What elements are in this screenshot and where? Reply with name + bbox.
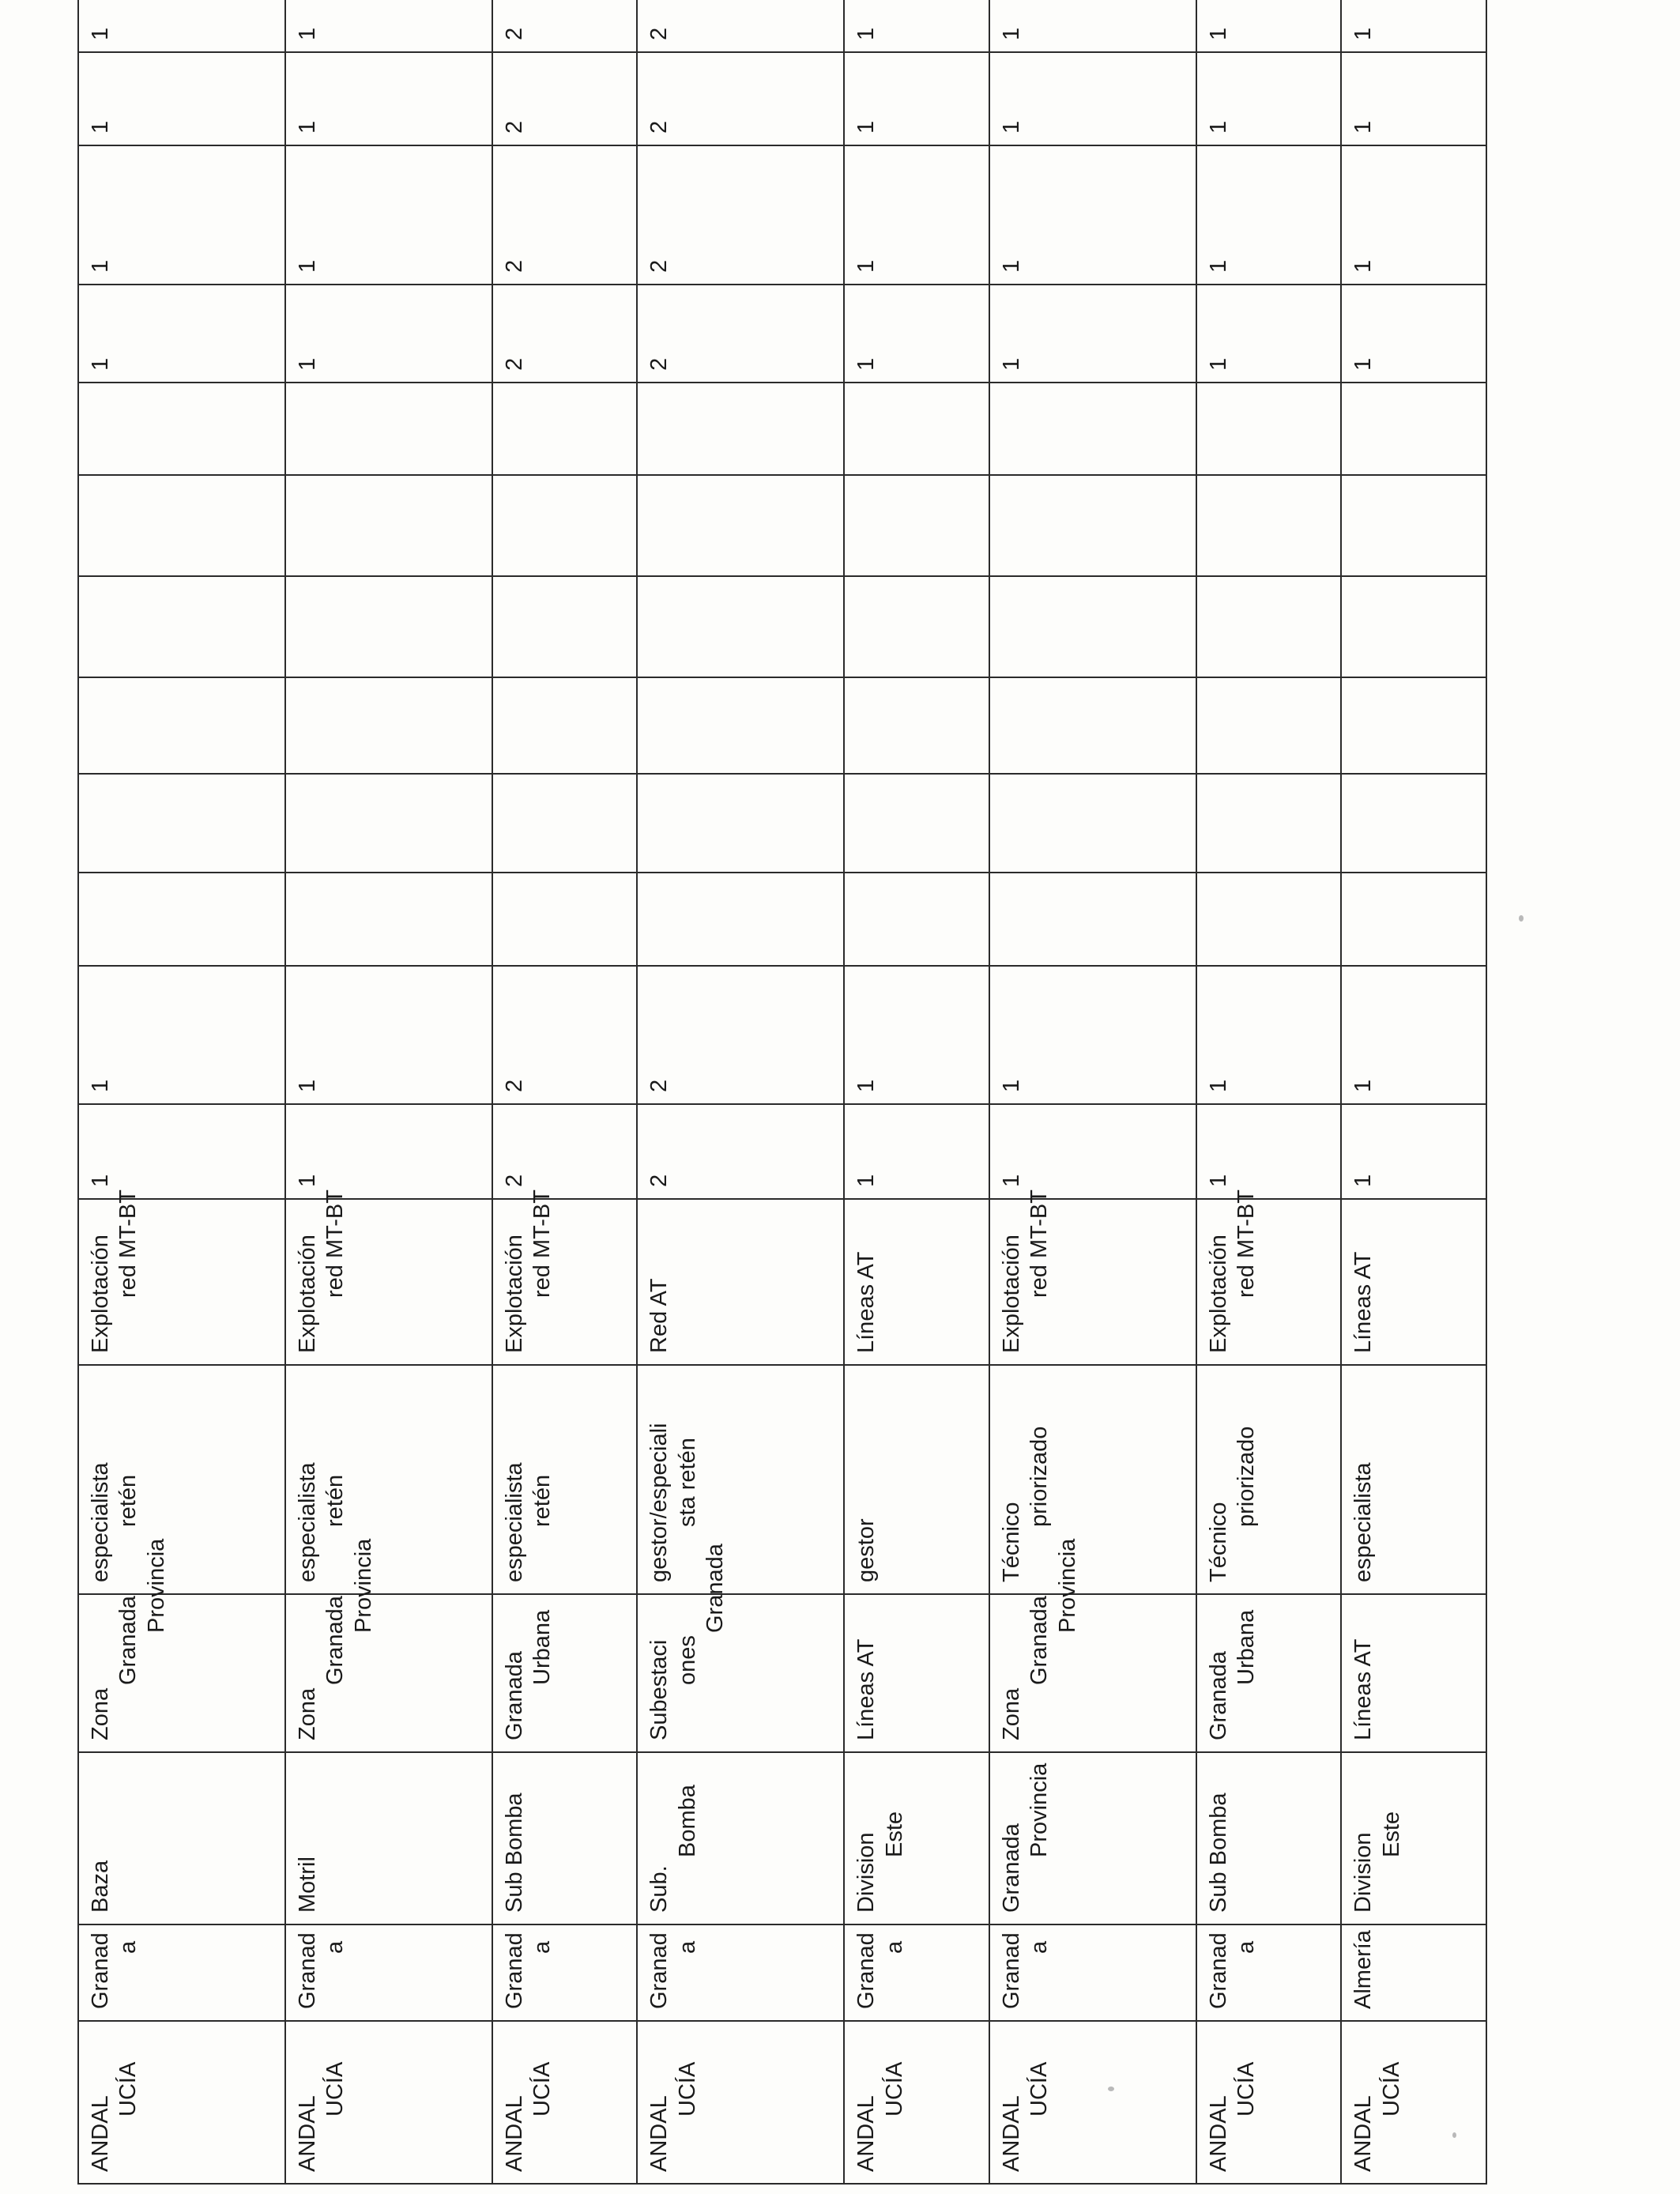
table-cell: [285, 383, 492, 475]
table-cell: [637, 0, 844, 52]
table-cell: [1341, 383, 1486, 475]
cell-text-line: 2: [646, 1174, 672, 1187]
table-cell: [844, 383, 989, 475]
table-cell: [989, 774, 1196, 873]
cell-text-line: 1: [88, 357, 113, 371]
cell-text-line: 1: [1350, 27, 1377, 40]
table-cell: [844, 1924, 989, 2021]
table-cell: [285, 966, 492, 1104]
cell-text-line: red MT-BT: [1234, 1189, 1260, 1298]
table-cell: [844, 1365, 989, 1594]
cell-text-line: 1: [1205, 1174, 1231, 1187]
cell-text-line: Granad: [853, 1932, 880, 2009]
table-cell: [285, 1365, 492, 1594]
table-cell: [78, 677, 285, 774]
cell-text-line: 1: [853, 1079, 880, 1092]
table-cell: [989, 383, 1196, 475]
cell-text-line: Granad: [88, 1932, 113, 2009]
cell-text-line: 1: [88, 1174, 113, 1187]
table-cell: [78, 966, 285, 1104]
cell-text-line: 1: [294, 120, 320, 134]
table-cell: [989, 1924, 1196, 2021]
table-cell: [1341, 145, 1486, 285]
cell-text-line: Granada: [703, 1544, 729, 1633]
cell-text-line: 1: [1205, 27, 1231, 40]
cell-text-line: especialista: [501, 1462, 527, 1582]
cell-text-line: Granad: [1205, 1932, 1231, 2009]
cell-text-line: red MT-BT: [115, 1189, 141, 1298]
table-cell: [637, 1544, 844, 1752]
cell-text-line: 1: [88, 259, 113, 273]
cell-text-line: 1: [998, 120, 1024, 134]
table-cell: [285, 1924, 492, 2021]
table-cell: [989, 0, 1196, 52]
table-cell: [637, 576, 844, 677]
scan-speck: [1108, 2087, 1114, 2091]
cell-text-line: a: [529, 1940, 556, 1954]
table-cell: [1341, 774, 1486, 873]
table-cell: [844, 1199, 989, 1365]
table-cell: [1341, 966, 1486, 1104]
cell-text-line: 2: [501, 27, 527, 40]
cell-text-line: Líneas AT: [1350, 1251, 1377, 1353]
table-cell: [78, 1924, 285, 2021]
table-cell: [492, 1104, 638, 1199]
table-cell: [285, 576, 492, 677]
cell-text-line: ANDAL: [853, 2095, 880, 2172]
cell-text-line: priorizado: [1026, 1426, 1053, 1527]
cell-text-line: 1: [853, 357, 880, 371]
table-cell: [78, 285, 285, 383]
table-cell: [78, 1189, 285, 1365]
cell-text-line: UCÍA: [529, 2061, 556, 2117]
cell-text-line: Explotación: [294, 1235, 320, 1353]
table-cell: [1341, 677, 1486, 774]
table-cell: [285, 1752, 492, 1924]
table-cell: [989, 1752, 1196, 1924]
table-cell: [637, 1104, 844, 1199]
cell-text-line: UCÍA: [881, 2061, 907, 2117]
table-cell: [78, 873, 285, 966]
cell-text-line: Red AT: [646, 1278, 672, 1353]
table-row: [844, 0, 989, 2184]
cell-text-line: 1: [1350, 120, 1377, 134]
cell-text-line: Este: [1378, 1811, 1404, 1857]
table-cell: [637, 677, 844, 774]
table-row: [492, 0, 638, 2184]
table-cell: [492, 677, 638, 774]
cell-text-line: ANDAL: [646, 2095, 672, 2172]
cell-text-line: 2: [501, 120, 527, 134]
staffing-table: [77, 0, 1487, 2185]
table-cell: [78, 52, 285, 145]
table-cell: [492, 2021, 638, 2184]
cell-text-line: Granada: [1026, 1596, 1053, 1685]
table-cell: [989, 873, 1196, 966]
table-cell: [989, 2021, 1196, 2184]
cell-text-line: Líneas AT: [1350, 1638, 1377, 1740]
cell-text-line: gestor/especiali: [646, 1423, 672, 1582]
table-cell: [637, 2021, 844, 2184]
cell-text-line: Líneas AT: [853, 1638, 880, 1740]
cell-text-line: Granad: [646, 1932, 672, 2009]
table-cell: [78, 1538, 285, 1752]
cell-text-line: 1: [1205, 259, 1231, 273]
table-cell: [637, 383, 844, 475]
cell-text-line: Granada: [998, 1823, 1024, 1913]
table-cell: [844, 1594, 989, 1752]
table-cell: [492, 1365, 638, 1594]
cell-text-line: 1: [998, 27, 1024, 40]
table-cell: [844, 576, 989, 677]
table-row: [637, 0, 844, 2184]
table-cell: [637, 1752, 844, 1924]
table-row: [1341, 0, 1486, 2184]
cell-text-line: Urbana: [529, 1609, 556, 1685]
table-cell: [844, 0, 989, 52]
table-cell: [285, 145, 492, 285]
table-cell: [989, 966, 1196, 1104]
cell-text-line: 1: [1205, 1079, 1231, 1092]
cell-text-line: Sub.: [646, 1865, 672, 1913]
cell-text-line: ANDAL: [1205, 2095, 1231, 2172]
table-cell: [285, 52, 492, 145]
cell-text-line: ANDAL: [88, 2095, 113, 2172]
table-cell: [844, 966, 989, 1104]
cell-text-line: 1: [88, 27, 113, 40]
table-cell: [1196, 1752, 1342, 1924]
cell-text-line: Granada: [115, 1596, 141, 1685]
table-cell: [1341, 1594, 1486, 1752]
table-cell: [285, 873, 492, 966]
table-cell: [844, 677, 989, 774]
cell-text-line: ANDAL: [998, 2095, 1024, 2172]
cell-text-line: Explotación: [1205, 1235, 1231, 1353]
table-cell: [1196, 1104, 1342, 1199]
cell-text-line: 1: [294, 27, 320, 40]
cell-text-line: Este: [881, 1811, 907, 1857]
table-cell: [637, 1365, 844, 1594]
cell-text-line: Granad: [294, 1932, 320, 2009]
cell-text-line: a: [1026, 1940, 1053, 1954]
cell-text-line: 2: [646, 27, 672, 40]
cell-text-line: UCÍA: [1234, 2061, 1260, 2117]
table-cell: [1196, 285, 1342, 383]
cell-text-line: 1: [1205, 357, 1231, 371]
cell-text-line: ANDAL: [1350, 2095, 1377, 2172]
cell-text-line: 1: [998, 1079, 1024, 1092]
cell-text-line: Zona: [294, 1687, 320, 1740]
table-cell: [78, 145, 285, 285]
table-cell: [844, 774, 989, 873]
table-cell: [1341, 2021, 1486, 2184]
cell-text-line: Division: [853, 1832, 880, 1913]
table-cell: [492, 1752, 638, 1924]
table-cell: [492, 0, 638, 52]
cell-text-line: Sub Bomba: [1205, 1793, 1231, 1913]
scan-speck: [1519, 915, 1524, 922]
table-cell: [989, 145, 1196, 285]
cell-text-line: Explotación: [998, 1235, 1024, 1353]
table-cell: [492, 383, 638, 475]
table-cell: [1196, 2021, 1342, 2184]
cell-text-line: 1: [294, 259, 320, 273]
table-cell: [1196, 1594, 1342, 1752]
table-cell: [285, 1189, 492, 1365]
cell-text-line: a: [115, 1940, 141, 1954]
table-cell: [637, 966, 844, 1104]
table-cell: [637, 1199, 844, 1365]
table-cell: [989, 285, 1196, 383]
cell-text-line: a: [1234, 1940, 1260, 1954]
table-cell: [1341, 1365, 1486, 1594]
scan-speck: [1452, 2132, 1456, 2138]
cell-text-line: Técnico: [998, 1502, 1024, 1582]
table-cell: [844, 285, 989, 383]
table-cell: [989, 1365, 1196, 1594]
cell-text-line: 2: [501, 259, 527, 273]
table-cell: [1196, 1365, 1342, 1594]
cell-text-line: Granada: [322, 1596, 348, 1685]
table-row: [78, 0, 285, 2184]
cell-text-line: Explotación: [88, 1235, 113, 1353]
cell-text-line: 1: [294, 1079, 320, 1092]
table-cell: [1341, 1104, 1486, 1199]
table-cell: [637, 145, 844, 285]
table-cell: [1196, 475, 1342, 576]
cell-text-line: sta retén: [674, 1438, 700, 1527]
cell-text-line: red MT-BT: [529, 1189, 556, 1298]
table-cell: [492, 52, 638, 145]
table-cell: [285, 774, 492, 873]
cell-text-line: Zona: [998, 1687, 1024, 1740]
cell-text-line: ones: [674, 1635, 700, 1685]
cell-text-line: UCÍA: [1026, 2061, 1053, 2117]
cell-text-line: 1: [1205, 120, 1231, 134]
table-cell: [492, 1594, 638, 1752]
table-cell: [492, 1189, 638, 1365]
rotated-table-container: [77, 19, 1487, 2185]
cell-text-line: Granada: [1205, 1651, 1231, 1740]
cell-text-line: 1: [998, 259, 1024, 273]
cell-text-line: 2: [646, 120, 672, 134]
cell-text-line: Provincia: [1054, 1538, 1080, 1633]
cell-text-line: UCÍA: [1378, 2061, 1404, 2117]
table-row: [989, 0, 1196, 2184]
table-cell: [1196, 1924, 1342, 2021]
cell-text-line: a: [674, 1940, 700, 1954]
table-cell: [1196, 966, 1342, 1104]
table-cell: [492, 285, 638, 383]
table-cell: [78, 1104, 285, 1199]
table-cell: [1341, 1199, 1486, 1365]
table-cell: [1341, 0, 1486, 52]
table-cell: [637, 285, 844, 383]
cell-text-line: 1: [853, 27, 880, 40]
table-cell: [78, 383, 285, 475]
cell-text-line: 1: [1350, 259, 1377, 273]
table-cell: [78, 1752, 285, 1924]
table-cell: [78, 774, 285, 873]
table-cell: [989, 677, 1196, 774]
table-cell: [285, 2021, 492, 2184]
table-cell: [285, 0, 492, 52]
cell-text-line: Granada: [501, 1651, 527, 1740]
table-cell: [637, 873, 844, 966]
table-cell: [78, 475, 285, 576]
cell-text-line: 1: [998, 357, 1024, 371]
table-cell: [1196, 677, 1342, 774]
cell-text-line: Bomba: [674, 1785, 700, 1857]
table-cell: [637, 1924, 844, 2021]
cell-text-line: especialista: [88, 1462, 113, 1582]
table-cell: [844, 475, 989, 576]
table-cell: [989, 1189, 1196, 1365]
table-cell: [1341, 576, 1486, 677]
cell-text-line: UCÍA: [322, 2061, 348, 2117]
cell-text-line: 1: [88, 120, 113, 134]
table-cell: [1341, 873, 1486, 966]
table-cell: [1196, 52, 1342, 145]
table-cell: [1341, 52, 1486, 145]
cell-text-line: Motril: [294, 1857, 320, 1913]
table-cell: [844, 52, 989, 145]
cell-text-line: Baza: [88, 1860, 113, 1913]
cell-text-line: ANDAL: [501, 2095, 527, 2172]
cell-text-line: UCÍA: [115, 2061, 141, 2117]
table-cell: [492, 873, 638, 966]
table-cell: [492, 774, 638, 873]
cell-text-line: Provincia: [1026, 1762, 1053, 1857]
cell-text-line: 2: [646, 259, 672, 273]
table-cell: [844, 1104, 989, 1199]
table-cell: [1341, 1924, 1486, 2021]
table-cell: [844, 2021, 989, 2184]
cell-text-line: UCÍA: [674, 2061, 700, 2117]
cell-text-line: Provincia: [143, 1538, 169, 1633]
cell-text-line: Explotación: [501, 1235, 527, 1353]
cell-text-line: Sub Bomba: [501, 1793, 527, 1913]
cell-text-line: retén: [115, 1474, 141, 1527]
table-cell: [285, 285, 492, 383]
table-cell: [78, 1365, 285, 1594]
cell-text-line: 2: [646, 357, 672, 371]
cell-text-line: gestor: [853, 1518, 880, 1582]
cell-text-line: a: [322, 1940, 348, 1954]
table-cell: [844, 1752, 989, 1924]
table-cell: [285, 677, 492, 774]
cell-text-line: Granad: [501, 1932, 527, 2009]
table-cell: [492, 475, 638, 576]
cell-text-line: 1: [294, 1174, 320, 1187]
cell-text-line: especialista: [294, 1462, 320, 1582]
cell-text-line: especialista: [1350, 1462, 1377, 1582]
table-cell: [637, 774, 844, 873]
cell-text-line: 2: [501, 1079, 527, 1092]
cell-text-line: 2: [646, 1079, 672, 1092]
table-cell: [1341, 285, 1486, 383]
cell-text-line: Líneas AT: [853, 1251, 880, 1353]
cell-text-line: 1: [294, 357, 320, 371]
cell-text-line: 1: [853, 259, 880, 273]
cell-text-line: Provincia: [350, 1538, 376, 1633]
table-cell: [637, 52, 844, 145]
table-cell: [1196, 774, 1342, 873]
cell-text-line: 2: [501, 1174, 527, 1187]
cell-text-line: 2: [501, 357, 527, 371]
table-cell: [989, 576, 1196, 677]
table-cell: [1196, 145, 1342, 285]
table-cell: [637, 475, 844, 576]
cell-text-line: retén: [529, 1474, 556, 1527]
table-cell: [1196, 873, 1342, 966]
table-cell: [285, 475, 492, 576]
cell-text-line: Granad: [998, 1932, 1024, 2009]
table-cell: [492, 1924, 638, 2021]
cell-text-line: 1: [1350, 1174, 1377, 1187]
table-cell: [78, 576, 285, 677]
cell-text-line: Division: [1350, 1832, 1377, 1913]
cell-text-line: 1: [1350, 357, 1377, 371]
cell-text-line: 1: [1350, 1079, 1377, 1092]
table-cell: [844, 145, 989, 285]
table-cell: [989, 52, 1196, 145]
cell-text-line: ANDAL: [294, 2095, 320, 2172]
cell-text-line: 1: [853, 120, 880, 134]
cell-text-line: 1: [88, 1079, 113, 1092]
table-cell: [285, 1538, 492, 1752]
table-cell: [78, 0, 285, 52]
table-cell: [1196, 1189, 1342, 1365]
table-row: [1196, 0, 1342, 2184]
cell-text-line: Técnico: [1205, 1502, 1231, 1582]
table-row: [285, 0, 492, 2184]
table-cell: [492, 966, 638, 1104]
table-cell: [78, 2021, 285, 2184]
cell-text-line: red MT-BT: [322, 1189, 348, 1298]
table-cell: [492, 145, 638, 285]
cell-text-line: red MT-BT: [1026, 1189, 1053, 1298]
table-cell: [1341, 1752, 1486, 1924]
cell-text-line: retén: [322, 1474, 348, 1527]
cell-text-line: priorizado: [1234, 1426, 1260, 1527]
cell-text-line: Subestaci: [646, 1639, 672, 1740]
table-cell: [492, 576, 638, 677]
table-cell: [1196, 0, 1342, 52]
cell-text-line: Urbana: [1234, 1609, 1260, 1685]
cell-text-line: Almería: [1350, 1930, 1377, 2009]
table-cell: [285, 1104, 492, 1199]
table-cell: [1341, 475, 1486, 576]
cell-text-line: 1: [998, 1174, 1024, 1187]
table-cell: [989, 475, 1196, 576]
table-cell: [1196, 576, 1342, 677]
table-body: [78, 0, 1486, 2184]
table-cell: [989, 1104, 1196, 1199]
table-cell: [1196, 383, 1342, 475]
table-cell: [844, 873, 989, 966]
cell-text-line: Zona: [88, 1687, 113, 1740]
cell-text-line: 1: [853, 1174, 880, 1187]
cell-text-line: a: [881, 1940, 907, 1954]
